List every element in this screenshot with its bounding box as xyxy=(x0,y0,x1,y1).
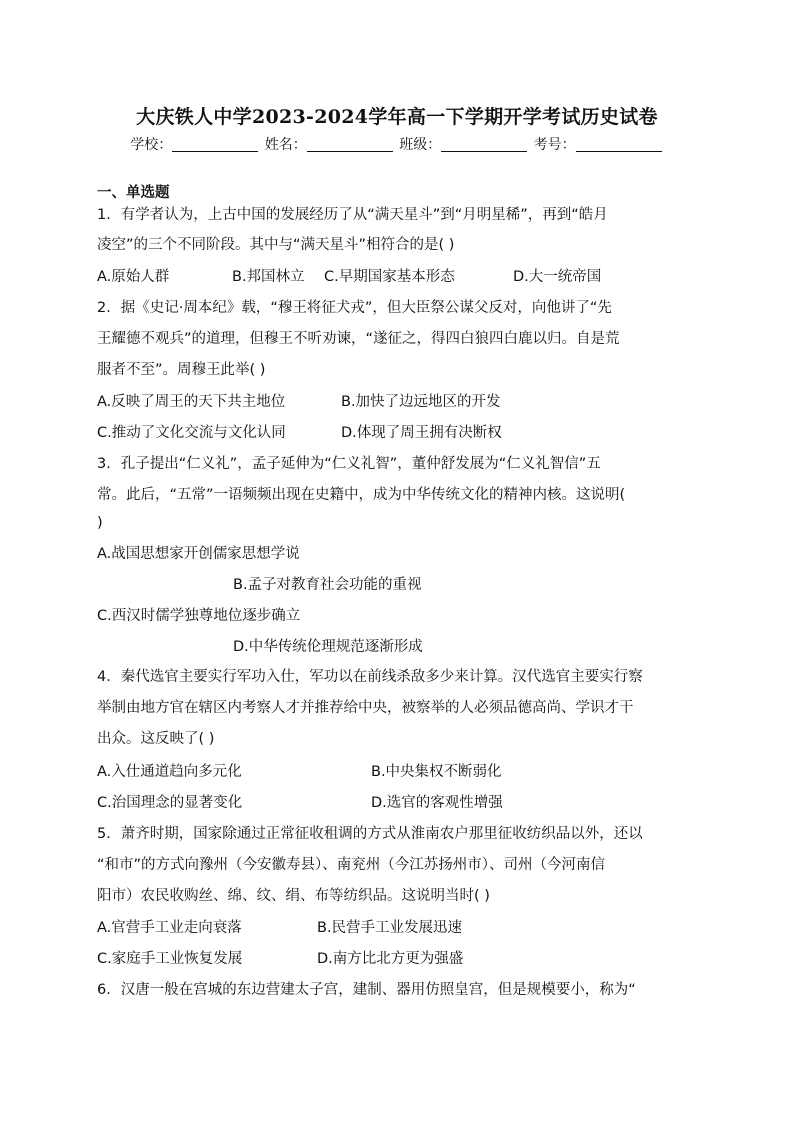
option-a[interactable]: A.官营手工业走向衰落 xyxy=(97,920,242,936)
option-a[interactable]: A.反映了周王的天下共主地位 xyxy=(97,394,286,410)
question-text-line: 3．孔子提出“仁义礼”，孟子延伸为“仁义礼智”，董仲舒发展为“仁义礼智信”五 xyxy=(97,456,601,472)
option-c[interactable]: C.家庭手工业恢复发展 xyxy=(97,951,243,967)
question-text-line: ) xyxy=(97,515,103,531)
class-blank[interactable] xyxy=(441,137,527,152)
class-label: 班级： xyxy=(399,137,442,153)
question-text-line: 举制由地方官在辖区内考察人才并推荐给中央，被察举的人必须品德高尚、学识才干 xyxy=(97,700,634,716)
option-b[interactable]: B.民营手工业发展迅速 xyxy=(317,920,463,936)
exam-title: 大庆铁人中学2023-2024学年高一下学期开学考试历史试卷 xyxy=(136,106,658,128)
name-label: 姓名： xyxy=(264,137,307,153)
option-b[interactable]: B.邦国林立 xyxy=(232,269,305,285)
question-text-line: 4．秦代选官主要实行军功入仕，军功以在前线杀敌多少来计算。汉代选官主要实行察 xyxy=(97,669,643,685)
option-b[interactable]: B.孟子对教育社会功能的重视 xyxy=(233,577,422,593)
option-a[interactable]: A.入仕通道趋向多元化 xyxy=(97,764,242,780)
question-text-line: 凌空”的三个不同阶段。其中与“满天星斗”相符合的是( ) xyxy=(97,237,455,253)
option-c[interactable]: C.推动了文化交流与文化认同 xyxy=(97,425,286,441)
question-text-line: 服者不至”。周穆王此举( ) xyxy=(97,362,266,378)
exam-number-label: 考号： xyxy=(533,137,576,153)
option-a[interactable]: A.原始人群 xyxy=(97,269,170,285)
option-d[interactable]: D.体现了周王拥有决断权 xyxy=(341,425,502,441)
option-d[interactable]: D.中华传统伦理规范逐渐形成 xyxy=(233,639,423,655)
name-blank[interactable] xyxy=(307,137,393,152)
question-text-line: 常。此后，“五常”一语频频出现在史籍中，成为中华传统文化的精神内核。这说明( xyxy=(97,487,626,503)
question-text-line: “和市”的方式向豫州（今安徽寿县）、南兖州（今江苏扬州市）、司州（今河南信 xyxy=(97,857,606,873)
question-text-line: 2．据《史记·周本纪》载，“穆王将征犬戎”，但大臣祭公谋父反对，向他讲了“先 xyxy=(97,300,612,316)
school-label: 学校： xyxy=(130,137,173,153)
option-b[interactable]: B.中央集权不断弱化 xyxy=(371,764,502,780)
question-text-line: 阳市）农民收购丝、绵、纹、绢、布等纺织品。这说明当时( ) xyxy=(97,888,490,904)
question-text-line: 出众。这反映了( ) xyxy=(97,731,215,747)
question-text-line: 王耀德不观兵”的道理，但穆王不听劝谏，“遂征之，得四白狼四白鹿以归。自是荒 xyxy=(97,331,620,347)
exam-number-blank[interactable] xyxy=(576,137,662,152)
student-info-row xyxy=(0,134,794,154)
option-c[interactable]: C.西汉时儒学独尊地位逐步确立 xyxy=(97,608,301,624)
question-text-line: 5．萧齐时期，国家除通过正常征收租调的方式从淮南农户那里征收纺织品以外，还以 xyxy=(97,826,643,842)
option-d[interactable]: D.南方比北方更为强盛 xyxy=(317,951,464,967)
school-blank[interactable] xyxy=(172,137,258,152)
option-a[interactable]: A.战国思想家开创儒家思想学说 xyxy=(97,546,300,562)
option-c[interactable]: C.治国理念的显著变化 xyxy=(97,795,243,811)
option-d[interactable]: D.大一统帝国 xyxy=(513,269,602,285)
question-text-line: 1．有学者认为，上古中国的发展经历了从“满天星斗”到“月明星稀”，再到“皓月 xyxy=(97,207,608,223)
option-c[interactable]: C.早期国家基本形态 xyxy=(324,269,455,285)
option-b[interactable]: B.加快了边远地区的开发 xyxy=(341,394,501,410)
question-text-line: 6．汉唐一般在宫城的东边营建太子宫，建制、器用仿照皇宫，但是规模要小，称为“ xyxy=(97,982,636,998)
option-d[interactable]: D.选官的客观性增强 xyxy=(371,795,503,811)
section-heading: 一、单选题 xyxy=(97,185,170,201)
